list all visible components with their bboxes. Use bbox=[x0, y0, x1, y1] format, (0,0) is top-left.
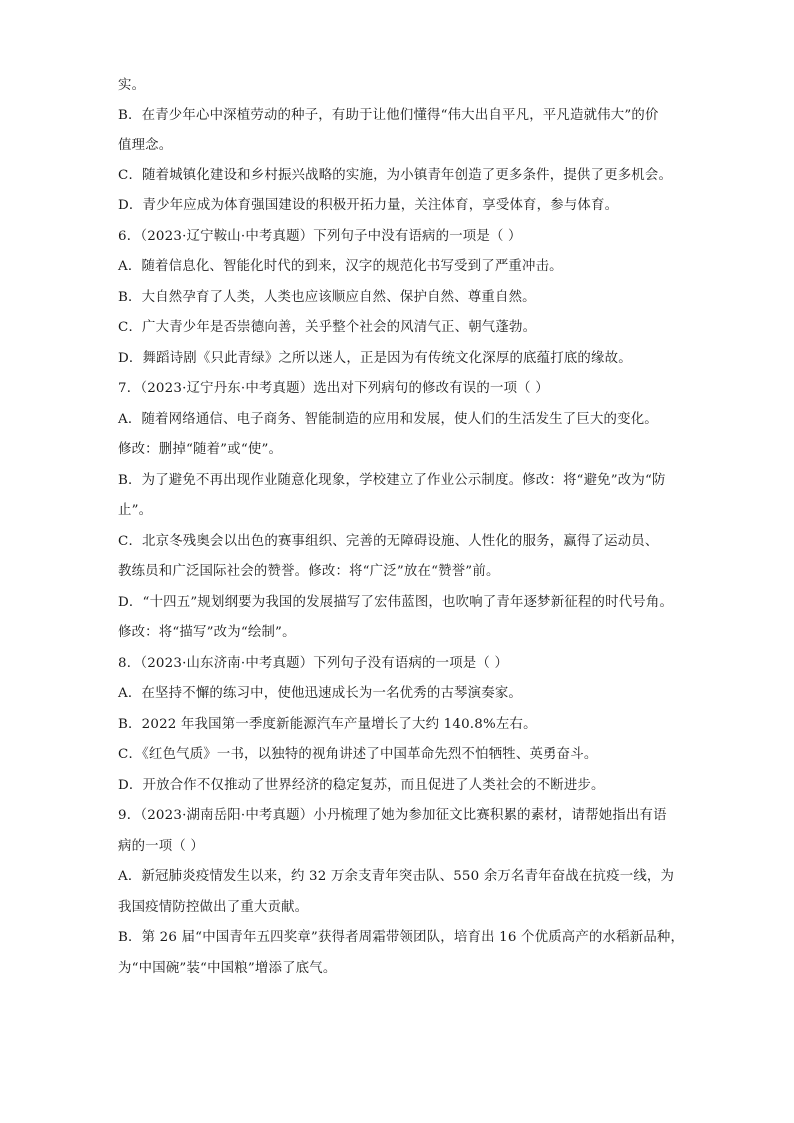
text-line: 教练员和广泛国际社会的赞誉。修改：将“广泛”放在“赞誉”前。 bbox=[118, 564, 500, 579]
question-7-option-b: B．为了避免不再出现作业随意化现象，学校建立了作业公示制度。修改：将“避免”改为“防 bbox=[118, 473, 666, 488]
text-line: 修改：删掉“随着”或“使”。 bbox=[118, 442, 283, 457]
question-5-option-c: C．随着城镇化建设和乡村振兴战略的实施，为小镇青年创造了更多条件，提供了更多机会。 bbox=[118, 168, 673, 183]
question-6-option-c: C．广大青少年是否崇德向善，关乎整个社会的风清气正、朝气蓬勃。 bbox=[118, 320, 537, 335]
text-line: 为“中国碗”装“中国粮”增添了底气。 bbox=[118, 961, 337, 976]
question-9-option-a: A．新冠肺炎疫情发生以来，约 32 万余支青年突击队、550 余万名青年奋战在抗疫一线，为 bbox=[118, 869, 675, 884]
question-6-option-d: D．舞蹈诗剧《只此青绿》之所以迷人，正是因为有传统文化深厚的底蕴打底的缘故。 bbox=[118, 351, 632, 366]
text-line: 我国疫情防控做出了重大贡献。 bbox=[118, 900, 309, 915]
question-6-option-a: A．随着信息化、智能化时代的到来，汉字的规范化书写受到了严重冲击。 bbox=[118, 259, 563, 274]
question-7-option-a: A．随着网络通信、电子商务、智能制造的应用和发展，使人们的生活发生了巨大的变化。 bbox=[118, 412, 658, 427]
question-9-option-b: B．第 26 届“中国青年五四奖章”获得者周霜带领团队，培育出 16 个优质高产的水稻新品种， bbox=[118, 930, 685, 945]
text-line: 修改：将“描写”改为“绘制”。 bbox=[118, 625, 296, 640]
question-7-option-c: C．北京冬残奥会以出色的赛事组织、完善的无障碍设施、人性化的服务，赢得了运动员、 bbox=[118, 534, 659, 549]
question-7-option-d: D．“十四五”规划纲要为我国的发展描写了宏伟蓝图，也吹响了青年逐梦新征程的时代号角。 bbox=[118, 595, 674, 610]
question-8-option-c: C．《红色气质》一书，以独特的视角讲述了中国革命先烈不怕牺牲、英勇奋斗。 bbox=[118, 747, 598, 762]
question-8-option-d: D．开放合作不仅推动了世界经济的稳定复苏，而且促进了人类社会的不断进步。 bbox=[118, 778, 605, 793]
question-7-stem: 7．（2023·辽宁丹东·中考真题）选出对下列病句的修改有误的一项（ ） bbox=[118, 381, 549, 396]
question-8-stem: 8．（2023·山东济南·中考真题）下列句子没有语病的一项是（ ） bbox=[118, 656, 509, 671]
text-line: 值理念。 bbox=[118, 138, 173, 153]
question-6-stem: 6．（2023·辽宁鞍山·中考真题）下列句子中没有语病的一项是（ ） bbox=[118, 229, 522, 244]
question-9-stem: 9．（2023·湖南岳阳·中考真题）小丹梳理了她为参加征文比赛积累的素材，请帮她指出有语 bbox=[118, 808, 667, 823]
text-line: 止”。 bbox=[118, 503, 153, 518]
question-8-option-b: B．2022 年我国第一季度新能源汽车产量增长了大约 140.8%左右。 bbox=[118, 717, 537, 732]
question-6-option-b: B．大自然孕育了人类，人类也应该顺应自然、保护自然、尊重自然。 bbox=[118, 290, 536, 305]
text-line: 实。 bbox=[118, 78, 146, 93]
text-line: 病的一项（ ） bbox=[118, 839, 204, 854]
question-5-option-b: B．在青少年心中深植劳动的种子，有助于让他们懂得“伟大出自平凡，平凡造就伟大”的价 bbox=[118, 108, 659, 123]
question-8-option-a: A．在坚持不懈的练习中，使他迅速成长为一名优秀的古琴演奏家。 bbox=[118, 686, 522, 701]
question-5-option-d: D．青少年应成为体育强国建设的积极开拓力量，关注体育，享受体育，参与体育。 bbox=[118, 198, 619, 213]
